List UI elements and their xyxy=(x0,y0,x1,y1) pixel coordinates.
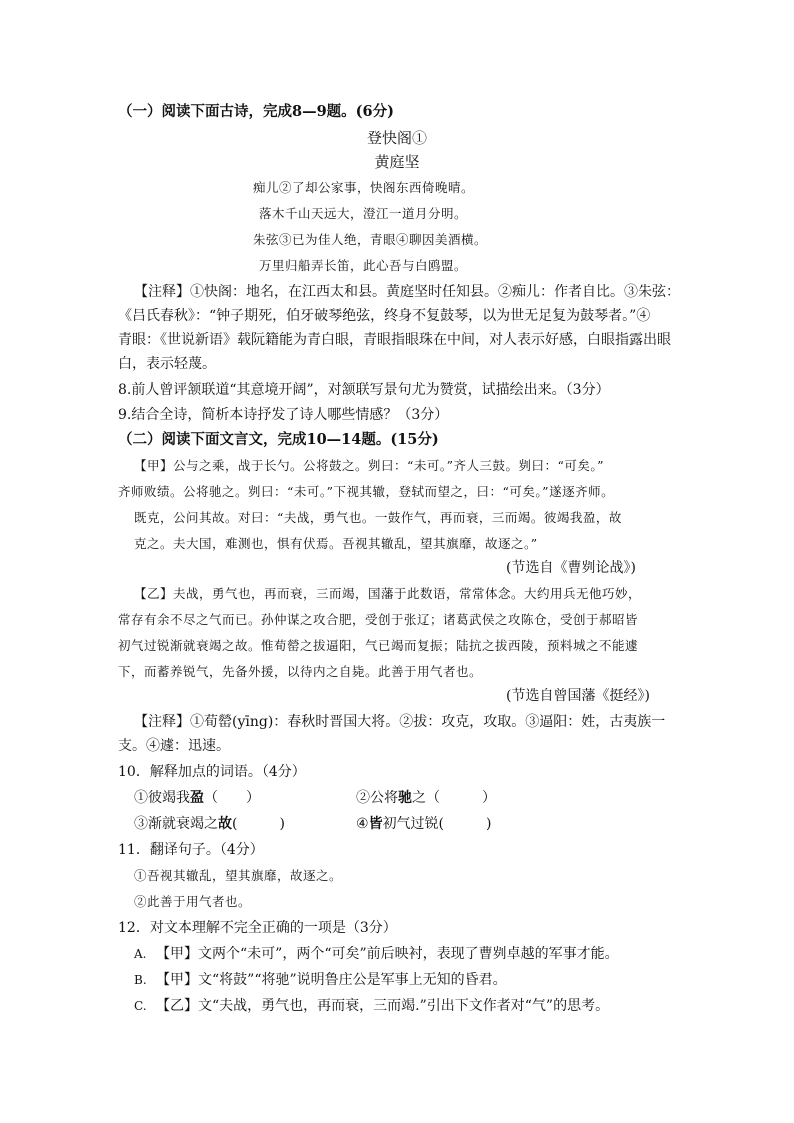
passage-yi-line: 【乙】夫战，勇气也，再而衰，三而竭，国藩于此数语，常常体念。大约用兵无他巧妙， xyxy=(134,586,642,601)
poem-line: 落木千山天远大，澄江一道月分明。 xyxy=(259,206,468,221)
answer-blank: 初气过锐( ) xyxy=(382,816,492,832)
option-text: 【甲】文两个“未可”，两个“可矣”前后映衬，表现了曹刿卓越的军事才能。 xyxy=(156,946,619,962)
poem-line: 痴儿②了却公家事，快阁东西倚晚晴。 xyxy=(253,180,475,195)
passage-yi-line: 常存有余不尽之气而已。孙仲谋之攻合肥，受创于张辽；诸葛武侯之攻陈仓，受创于郝昭皆 xyxy=(118,612,639,627)
question-11-item: ①吾视其辙乱，望其旗靡，故逐之。 xyxy=(134,868,343,883)
option-letter: C. xyxy=(134,999,147,1013)
section2-header: （二）阅读下面文言文，完成10—14题。(15分) xyxy=(118,431,439,448)
question-10-item xyxy=(356,814,492,834)
item-prefix: ③渐就衰竭之 xyxy=(134,816,218,832)
poem-note-line: 【注释】①快阁：地名，在江西太和县。黄庭坚时任知县。②痴儿：作者自比。③朱弦： xyxy=(134,284,680,300)
answer-blank: （ ） xyxy=(204,790,260,806)
poem-note-line: 《吕氏春秋》：“钟子期死，伯牙破琴绝弦，终身不复鼓琴，以为世无足复为鼓琴者。”④ xyxy=(118,308,651,324)
item-prefix: ④ xyxy=(356,816,369,832)
passage-jia-line: 齐师败绩。公将驰之。刿曰：“未可。”下视其辙，登轼而望之，曰：“可矣。”遂逐齐师。 xyxy=(118,484,615,499)
question-11-stem: 11．翻译句子。（4分） xyxy=(118,842,264,858)
poem-line: 万里归船弄长笛，此心吾与白鸥盟。 xyxy=(259,258,468,273)
passage-yi-line: 初气过锐渐就衰竭之故。惟荀罃之拔逼阳，气已竭而复振；陆抗之拔西陵，预料城之不能遽 xyxy=(118,638,639,653)
option-text: 【甲】文“将鼓”“将驰”说明鲁庄公是军事上无知的昏君。 xyxy=(156,972,507,988)
question-8: 8.前人曾评颔联道“其意境开阔”，对颔联写景句尤为赞赏，试描绘出来。（3分） xyxy=(118,382,610,398)
passage-jia-line: 克之。夫大国，难测也，惧有伏焉。吾视其辙乱，望其旗靡，故逐之。” xyxy=(134,536,538,551)
passage-jia-line: 【甲】公与之乘，战于长勺。公将鼓之。刿曰：“未可。”齐人三鼓。刿曰：“可矣。” xyxy=(134,458,605,473)
dotted-word: 皆 xyxy=(368,816,383,832)
passage-jia-line: 既克，公问其故。对曰：“夫战，勇气也。一鼓作气，再而衰，三而竭。彼竭我盈，故 xyxy=(134,510,622,525)
question-12-stem: 12．对文本理解不完全正确的一项是（3分） xyxy=(118,920,397,936)
question-10-item xyxy=(356,788,496,808)
dotted-word: 盈 xyxy=(190,790,204,806)
passage-yi-line: 下，而蓄养锐气，先备外援，以待内之自毙。此善于用气者也。 xyxy=(118,664,483,679)
passage-note-line: 支。④遽：迅速。 xyxy=(118,738,230,754)
question-10-item xyxy=(134,814,285,834)
option-text: 【乙】文“夫战，勇气也，再而衰，三而竭.”引出下文作者对“气”的思考。 xyxy=(156,998,610,1014)
poem-line: 朱弦③已为佳人绝，青眼④聊因美酒横。 xyxy=(253,232,488,247)
passage-note-line: 【注释】①荀罃(yīng)：春秋时晋国大将。②拔：攻克，攻取。③逼阳：姓，古夷族一 xyxy=(134,714,666,730)
option-c xyxy=(134,996,609,1016)
dotted-word: 驰 xyxy=(398,790,412,806)
item-prefix: ①彼竭我 xyxy=(134,790,190,806)
answer-blank: ( ) xyxy=(232,816,285,832)
passage-yi-source: (节选自曾国藩《挺经》) xyxy=(506,688,650,704)
question-11-item: ②此善于用气者也。 xyxy=(134,894,252,909)
option-b xyxy=(134,970,507,990)
poem-title: 登快阁① xyxy=(366,129,427,147)
passage-jia-source: (节选自《曹刿论战》) xyxy=(506,560,636,576)
poem-note-line: 青眼：《世说新语》载阮籍能为青白眼，青眼指眼珠在中间，对人表示好感，白眼指露出眼 xyxy=(118,332,671,348)
item-prefix: ②公将 xyxy=(356,790,398,806)
poem-note-line: 白，表示轻蔑。 xyxy=(118,356,216,372)
answer-blank: 之（ ） xyxy=(412,790,496,806)
option-letter: A. xyxy=(134,947,147,961)
option-a xyxy=(134,944,619,964)
option-letter: B. xyxy=(134,973,147,987)
section1-header: （一）阅读下面古诗，完成8—9题。(6分) xyxy=(118,103,394,120)
question-10-item xyxy=(134,788,260,808)
question-10-stem: 10．解释加点的词语。（4分） xyxy=(118,764,306,780)
poem-author: 黄庭坚 xyxy=(374,153,420,171)
question-9: 9.结合全诗，简析本诗抒发了诗人哪些情感？（3分） xyxy=(118,407,449,423)
dotted-word: 故 xyxy=(218,816,232,832)
